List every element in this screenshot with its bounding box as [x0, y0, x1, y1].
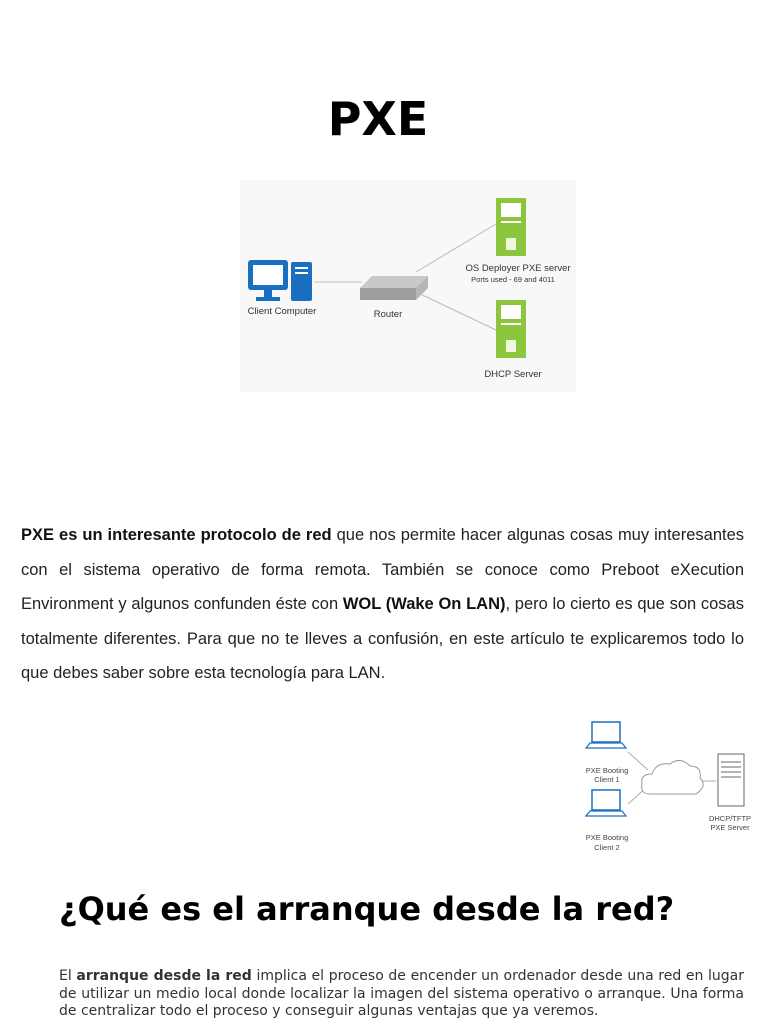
intro-text-2: , pero lo cierto es que son cosas totalmente diferentes. Para que no te lleves a confusión, en este artículo te explicaremos todo lo que debes saber sobre esta tecnología para LAN.	[21, 595, 744, 682]
intro-bold-wol: WOL (Wake On LAN)	[342, 595, 506, 613]
ports-label: Ports used - 69 and 4011	[471, 275, 555, 284]
pxe-server-label: OS Deployer PXE server	[465, 263, 571, 274]
laptop-icon	[586, 790, 626, 816]
section-paragraph	[59, 968, 744, 1021]
pxe-network-diagram	[240, 180, 576, 392]
client1-label-line2: Client 1	[594, 775, 620, 784]
dhcp-server-icon	[496, 300, 526, 358]
router-icon	[360, 276, 428, 300]
client2-label-line1: PXE Booting	[585, 833, 629, 842]
dhcp-server-label: DHCP Server	[484, 369, 542, 380]
pxe-boot-network-diagram	[578, 712, 758, 857]
intro-bold-protocol: PXE es un interesante protocolo de red	[21, 526, 332, 544]
pxe-server-icon	[496, 198, 526, 256]
client-computer-label: Client Computer	[247, 306, 317, 317]
intro-text-1: que nos permite hacer algunas cosas muy interesantes con el sistema operativo de forma remota. También se conoce como Preboot eXecution Environment y algunos confunden éste con	[21, 526, 745, 613]
server-label-line2: PXE Server	[710, 823, 750, 832]
client1-label-line1: PXE Booting	[585, 766, 629, 775]
client2-label-line2: Client 2	[594, 843, 620, 852]
cloud-icon	[642, 760, 704, 794]
section-text-start: El	[59, 968, 77, 984]
link-client1-cloud	[628, 752, 648, 770]
section-text-rest: implica el proceso de encender un ordenador desde una red en lugar de utilizar un medio local donde localizar la imagen del sistema operativo o arranque. Una forma de centralizar todo el proceso y conseguir algunas ventajas que ya veremos.	[59, 968, 745, 1019]
intro-paragraph	[21, 518, 744, 691]
server-label-line1: DHCP/TFTP	[708, 814, 752, 823]
page-title: PXE	[327, 92, 429, 146]
router-label: Router	[373, 309, 403, 320]
link-router-dhcp	[416, 292, 496, 330]
section-bold-term: arranque desde la red	[76, 968, 252, 984]
section-heading: ¿Qué es el arranque desde la red?	[59, 890, 675, 928]
client-computer-icon	[248, 260, 312, 301]
laptop-icon	[586, 722, 626, 748]
server-icon	[718, 754, 744, 806]
